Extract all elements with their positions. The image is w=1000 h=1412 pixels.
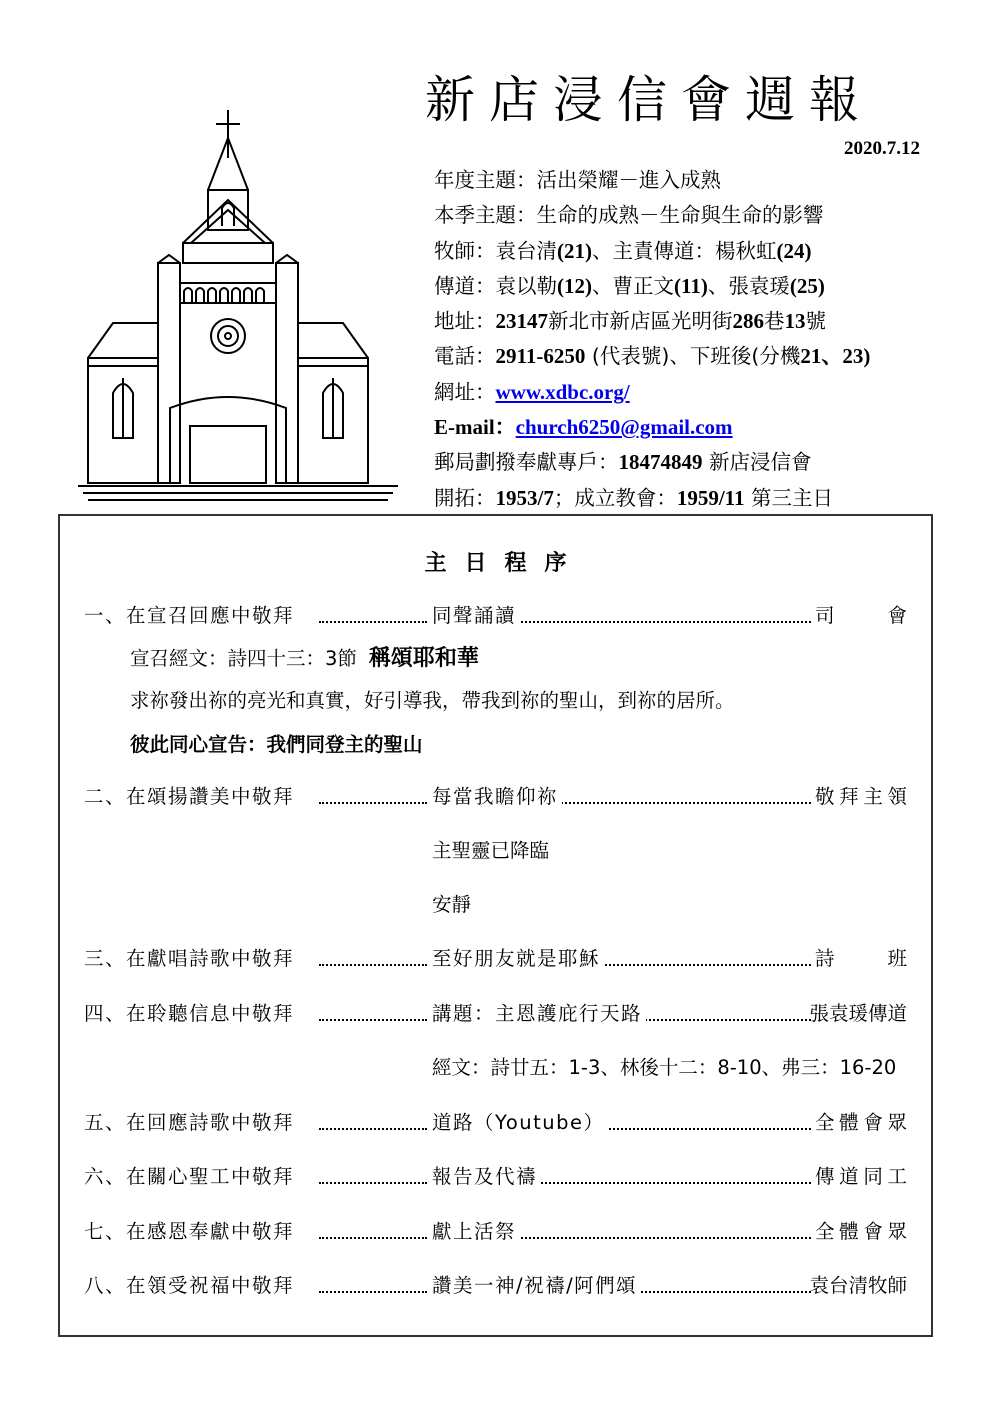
program-content: 每當我瞻仰祢	[432, 782, 562, 812]
program-part: 五、在回應詩歌中敬拜	[84, 1111, 295, 1134]
program-content: 報告及代禱	[432, 1162, 541, 1192]
program-row	[84, 1162, 907, 1192]
song-item: 安靜	[432, 893, 472, 916]
program-leader: 傳道同工	[815, 1165, 907, 1188]
program-part: 六、在關心聖工中敬拜	[84, 1165, 295, 1188]
program-content: 同聲誦讀	[432, 601, 520, 631]
program-box	[58, 514, 933, 1337]
song-item: 主聖靈已降臨	[432, 839, 550, 862]
program-leader: 全體會眾	[815, 1111, 907, 1134]
bulletin-title: 新店浸信會週報	[425, 71, 873, 129]
program-part: 七、在感恩奉獻中敬拜	[84, 1220, 295, 1243]
email-link[interactable]: church6250@gmail.com	[515, 415, 733, 440]
program-part: 三、在獻唱詩歌中敬拜	[84, 947, 295, 970]
program-leader: 司會	[815, 604, 907, 627]
website-line: 網址：www.xdbc.org/	[434, 379, 630, 404]
program-row	[84, 1217, 907, 1247]
program-part: 二、在頌揚讚美中敬拜	[84, 785, 295, 808]
postal-line: 郵局劃撥奉獻專戶：18474849 新店浸信會	[434, 450, 812, 475]
program-content: 至好朋友就是耶穌	[432, 944, 604, 974]
program-row	[84, 601, 907, 631]
pastor-line: 牧師：袁台清(21)、主責傳道：楊秋虹(24)	[434, 238, 812, 263]
program-part: 八、在領受祝福中敬拜	[84, 1274, 295, 1297]
address-line: 地址：23147新北市新店區光明街286巷13號	[434, 309, 826, 334]
preachers-line: 傳道：袁以勒(12)、曹正文(11)、張袁瑗(25)	[434, 273, 825, 298]
program-title: 主日程序	[424, 550, 585, 576]
call-scripture: 宣召經文：詩四十三：3節 稱頌耶和華	[130, 646, 479, 671]
email-line: E-mail：church6250@gmail.com	[434, 415, 733, 440]
founded-line: 開拓：1953/7；成立教會：1959/11 第三主日	[434, 485, 834, 510]
program-row	[84, 1108, 907, 1138]
annual-theme: 年度主題：活出榮耀－進入成熟	[434, 168, 721, 192]
church-info	[434, 163, 870, 516]
program-leader: 詩班	[815, 947, 907, 970]
program-row	[84, 944, 907, 974]
program-part: 四、在聆聽信息中敬拜	[84, 1002, 295, 1025]
church-illustration	[78, 108, 398, 503]
website-link[interactable]: www.xdbc.org/	[495, 379, 630, 404]
program-leader: 袁台清牧師	[809, 1274, 907, 1297]
program-leader: 全體會眾	[815, 1220, 907, 1243]
program-part: 一、在宣召回應中敬拜	[84, 604, 295, 627]
call-verse: 求祢發出祢的亮光和真實，好引導我，帶我到祢的聖山，到祢的居所。	[130, 689, 735, 712]
program-content: 獻上活祭	[432, 1217, 520, 1247]
season-theme: 本季主題：生命的成熟－生命與生命的影響	[434, 203, 824, 228]
program-row	[84, 1271, 907, 1301]
program-leader: 敬拜主領	[815, 785, 907, 808]
program-leader: 張袁瑗傳道	[809, 1002, 907, 1025]
sermon-scripture: 經文：詩廿五：1-3、林後十二：8-10、弗三：16-20	[432, 1056, 897, 1079]
program-content: 道路（Youtube）	[432, 1108, 609, 1138]
program-content: 講題：主恩護庇行天路	[432, 999, 646, 1029]
program-content: 讚美一神/祝禱/阿們頌	[432, 1271, 641, 1301]
bulletin-date: 2020.7.12	[844, 138, 920, 159]
program-row	[84, 999, 907, 1029]
call-declaration: 彼此同心宣告：我們同登主的聖山	[130, 733, 423, 756]
phone-line: 電話：2911-6250 (代表號)、下班後(分機21、23)	[434, 344, 871, 369]
program-row	[84, 782, 907, 812]
